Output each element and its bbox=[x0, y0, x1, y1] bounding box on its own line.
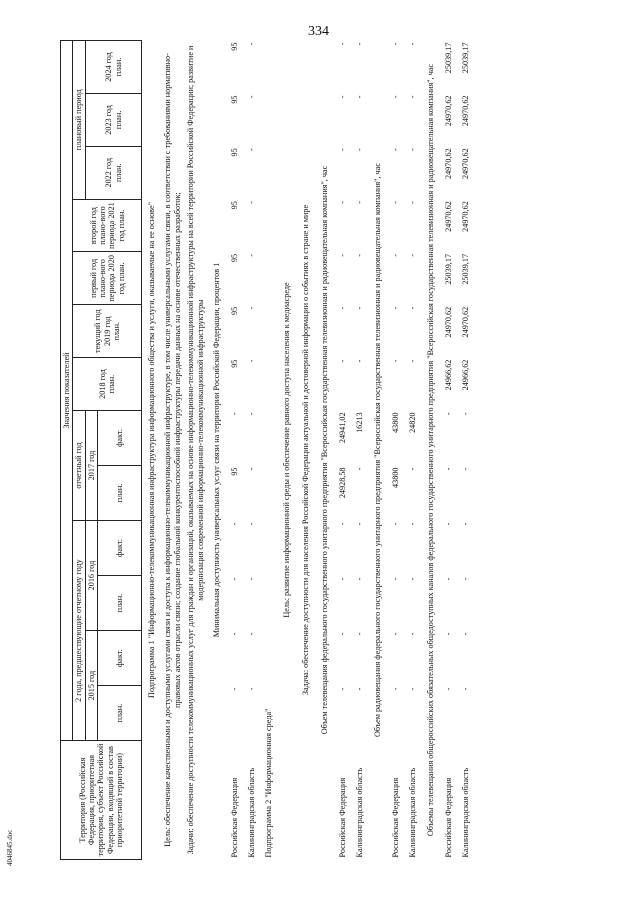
table-header bbox=[61, 41, 142, 860]
value-cell: - bbox=[246, 522, 256, 526]
value-cell: - bbox=[337, 148, 347, 152]
page-number: 334 bbox=[308, 24, 329, 39]
value-cell: - bbox=[229, 522, 239, 526]
table-row bbox=[440, 41, 457, 860]
value-cell: 24966,62 bbox=[443, 359, 453, 391]
value-cell: - bbox=[407, 522, 417, 526]
value-cell: - bbox=[246, 412, 256, 416]
section-heading: Цель: развитие информационной среды и обеспечение равного доступа населения к медиасреде bbox=[281, 282, 291, 618]
value-cell: - bbox=[354, 467, 364, 471]
value-cell: - bbox=[246, 687, 256, 691]
header-fact: факт. bbox=[98, 410, 142, 465]
territory-name: Российская Федерация bbox=[443, 777, 453, 858]
value-cell: 16213 bbox=[354, 412, 364, 433]
header-values: Значения показателей bbox=[61, 41, 73, 741]
value-cell: - bbox=[246, 359, 256, 363]
value-cell: - bbox=[246, 42, 256, 46]
header-plan: план. bbox=[98, 686, 142, 741]
territory-name: Российская Федерация bbox=[337, 777, 347, 858]
file-footer: 4046845.doc bbox=[6, 829, 14, 866]
section-heading: Подпрограмма 2 "Информационная среда" bbox=[263, 708, 273, 858]
header-2017: 2017 год bbox=[85, 410, 97, 520]
value-cell: - bbox=[460, 522, 470, 526]
value-cell: 95 bbox=[229, 467, 239, 476]
value-cell: - bbox=[390, 42, 400, 46]
header-two-years: 2 года, предшествующие отчетному году bbox=[73, 521, 85, 741]
value-cell: - bbox=[407, 359, 417, 363]
value-cell: - bbox=[354, 42, 364, 46]
territory-name: Калининградская область bbox=[246, 767, 256, 858]
section-heading-row bbox=[368, 41, 387, 860]
table-body bbox=[142, 41, 474, 860]
section-heading: Задача: обеспечение доступности для населения Российской Федерации актуальной и достоверной информации о событиях в стране и мире bbox=[300, 204, 310, 696]
value-cell: - bbox=[407, 148, 417, 152]
value-cell: - bbox=[443, 412, 453, 416]
header-2018: 2018 год план. bbox=[73, 358, 142, 411]
section-heading: Объемы телевещания общероссийских обязательных общедоступных каналов федерального государственного унитарного предприятия "Всероссийская государственная телевизионная и радиовещательная компания", час bbox=[425, 63, 435, 837]
section-heading: Объем радиовещания федерального государственного унитарного предприятия "Всероссийская государственная телевизионная и радиовещательная компания", час bbox=[372, 162, 382, 738]
value-cell: - bbox=[460, 687, 470, 691]
territory-name: Калининградская область bbox=[354, 767, 364, 858]
value-cell: - bbox=[407, 577, 417, 581]
value-cell: - bbox=[390, 632, 400, 636]
value-cell: - bbox=[229, 577, 239, 581]
value-cell: - bbox=[390, 687, 400, 691]
value-cell: - bbox=[460, 632, 470, 636]
section-heading-row bbox=[142, 41, 162, 860]
value-cell: - bbox=[246, 467, 256, 471]
table-row bbox=[351, 41, 368, 860]
value-cell: - bbox=[229, 412, 239, 416]
value-cell: - bbox=[407, 201, 417, 204]
territory-name: Калининградская область bbox=[407, 767, 417, 858]
value-cell: - bbox=[460, 577, 470, 581]
value-cell: - bbox=[407, 306, 417, 310]
section-heading-row bbox=[184, 41, 207, 860]
value-cell: - bbox=[354, 359, 364, 363]
value-cell: - bbox=[354, 148, 364, 152]
value-cell: - bbox=[407, 42, 417, 46]
value-cell: 95 bbox=[229, 201, 239, 210]
header-2023: 2023 год план. bbox=[85, 93, 141, 146]
value-cell: 95 bbox=[229, 42, 239, 51]
section-heading: Цель: обеспечение качественными и доступными услугами связи и доступа к информационно-телекоммуникационной инфраструктуре, в том числе универсальными услугами связи, в соответствии с требованиями нормативно-правовых актов отрасли связи; создание глобальной конкурентоспособной инфраструктуры передачи данных на основе отечественных разработок; bbox=[163, 53, 182, 847]
section-heading-row bbox=[296, 41, 315, 860]
value-cell: - bbox=[460, 467, 470, 471]
value-cell: 24820 bbox=[407, 412, 417, 433]
value-cell: - bbox=[390, 95, 400, 99]
value-cell: - bbox=[246, 253, 256, 257]
value-cell: - bbox=[354, 95, 364, 99]
section-heading-row bbox=[161, 41, 184, 860]
value-cell: - bbox=[246, 201, 256, 204]
value-cell: - bbox=[460, 412, 470, 416]
value-cell: - bbox=[337, 42, 347, 46]
section-heading-row bbox=[260, 41, 277, 860]
value-cell: - bbox=[246, 148, 256, 152]
territory-name: Российская Федерация bbox=[390, 777, 400, 858]
header-territory: Территория (Российская Федерация, приоритетная территория, субъект Российской Федерации, входящий в состав приоритетной территории) bbox=[61, 741, 142, 860]
value-cell: - bbox=[354, 522, 364, 526]
table-row bbox=[457, 41, 474, 860]
value-cell: - bbox=[390, 306, 400, 310]
header-second-year: второй год плано-вого периода 2021 год план. bbox=[73, 199, 142, 252]
section-heading: Подпрограмма 1 "Информационно-телекоммуникационная инфраструктура информационного общества и услуги, оказываемые на ее основе" bbox=[147, 202, 157, 698]
value-cell: - bbox=[337, 306, 347, 310]
value-cell: - bbox=[407, 632, 417, 636]
value-cell: 24970,62 bbox=[443, 148, 453, 179]
value-cell: - bbox=[229, 687, 239, 691]
territory-name: Российская Федерация bbox=[229, 777, 239, 858]
header-current-year: текущий год 2019 год план. bbox=[73, 305, 142, 358]
value-cell: 95 bbox=[229, 359, 239, 368]
value-cell: - bbox=[246, 95, 256, 99]
header-first-year: первый год плано-вого периода 2020 год план. bbox=[73, 252, 142, 305]
value-cell: 24970,62 bbox=[443, 201, 453, 232]
section-heading-row bbox=[277, 41, 296, 860]
value-cell: - bbox=[337, 522, 347, 526]
value-cell: 25039,17 bbox=[443, 42, 453, 74]
value-cell: - bbox=[443, 687, 453, 691]
table-row bbox=[404, 41, 421, 860]
table-row bbox=[243, 41, 260, 860]
value-cell: - bbox=[390, 577, 400, 581]
value-cell: - bbox=[337, 632, 347, 636]
value-cell: 25039,17 bbox=[443, 253, 453, 285]
value-cell: 25039,17 bbox=[460, 42, 470, 74]
value-cell: 24970,62 bbox=[460, 306, 470, 338]
value-cell: - bbox=[246, 306, 256, 310]
section-heading-row bbox=[315, 41, 334, 860]
header-plan: план. bbox=[98, 465, 142, 520]
value-cell: - bbox=[407, 253, 417, 257]
table-row bbox=[387, 41, 404, 860]
header-2015: 2015 год bbox=[85, 631, 97, 741]
value-cell: - bbox=[443, 577, 453, 581]
value-cell: 95 bbox=[229, 306, 239, 315]
value-cell: 95 bbox=[229, 148, 239, 157]
section-heading-row bbox=[421, 41, 440, 860]
value-cell: - bbox=[337, 95, 347, 99]
value-cell: 24970,62 bbox=[443, 95, 453, 127]
header-2016: 2016 год bbox=[85, 521, 97, 631]
section-heading: Задачи: обеспечение доступности телекоммуникационных услуг для граждан и организаций, оказываемых на основе информационно-телекоммуникационной инфраструктуры на всей территории Российской Федерации; развитие и модернизация современной информационно-телекоммуникационной инфраструктуры bbox=[186, 45, 205, 855]
value-cell: 95 bbox=[229, 253, 239, 263]
header-2024: 2024 год план. bbox=[85, 41, 141, 94]
value-cell: 43800 bbox=[390, 467, 400, 488]
value-cell: - bbox=[390, 522, 400, 526]
value-cell: 95 bbox=[229, 95, 239, 104]
section-heading: Объем телевещания федерального государственного унитарного предприятия "Всероссийская государственная телевизионная и радиовещательная компания", час bbox=[319, 165, 329, 735]
value-cell: 24941,02 bbox=[337, 412, 347, 444]
value-cell: 25039,17 bbox=[460, 253, 470, 285]
section-heading-row bbox=[207, 41, 226, 860]
value-cell: - bbox=[354, 632, 364, 636]
value-cell: - bbox=[443, 467, 453, 471]
value-cell: - bbox=[390, 359, 400, 363]
table-row bbox=[226, 41, 243, 860]
value-cell: - bbox=[337, 359, 347, 363]
value-cell: - bbox=[337, 577, 347, 581]
value-cell: 24970,62 bbox=[460, 201, 470, 232]
value-cell: 24970,62 bbox=[460, 95, 470, 127]
value-cell: - bbox=[407, 95, 417, 99]
value-cell: 24928,58 bbox=[337, 467, 347, 499]
value-cell: - bbox=[246, 577, 256, 581]
value-cell: - bbox=[407, 687, 417, 691]
value-cell: - bbox=[354, 687, 364, 691]
value-cell: - bbox=[354, 577, 364, 581]
value-cell: - bbox=[443, 522, 453, 526]
territory-name: Калининградская область bbox=[460, 767, 470, 858]
value-cell: - bbox=[337, 201, 347, 204]
header-plan: план. bbox=[98, 576, 142, 631]
value-cell: - bbox=[337, 253, 347, 257]
header-fact: факт. bbox=[98, 631, 142, 686]
value-cell: 24970,62 bbox=[443, 306, 453, 338]
value-cell: 24970,62 bbox=[460, 148, 470, 179]
value-cell: - bbox=[337, 687, 347, 691]
value-cell: 24966,62 bbox=[460, 359, 470, 391]
header-2022: 2022 год план. bbox=[85, 146, 141, 199]
header-reporting-year: отчетный год bbox=[73, 410, 85, 520]
table-row bbox=[334, 41, 351, 860]
value-cell: - bbox=[390, 148, 400, 152]
value-cell: - bbox=[390, 201, 400, 204]
header-fact: факт. bbox=[98, 521, 142, 576]
value-cell: - bbox=[246, 632, 256, 636]
indicators-table bbox=[60, 40, 474, 860]
rotated-table-container bbox=[60, 40, 580, 860]
value-cell: - bbox=[407, 467, 417, 471]
value-cell: 43800 bbox=[390, 412, 400, 433]
value-cell: - bbox=[229, 632, 239, 636]
value-cell: - bbox=[390, 253, 400, 257]
value-cell: - bbox=[354, 306, 364, 310]
value-cell: - bbox=[443, 632, 453, 636]
header-planned-period: плановый период bbox=[73, 41, 85, 200]
value-cell: - bbox=[354, 253, 364, 257]
value-cell: - bbox=[354, 201, 364, 204]
section-heading: Минимальная доступность универсальных услуг связи на территории Российской Федерации, процентов 1 bbox=[211, 262, 221, 638]
